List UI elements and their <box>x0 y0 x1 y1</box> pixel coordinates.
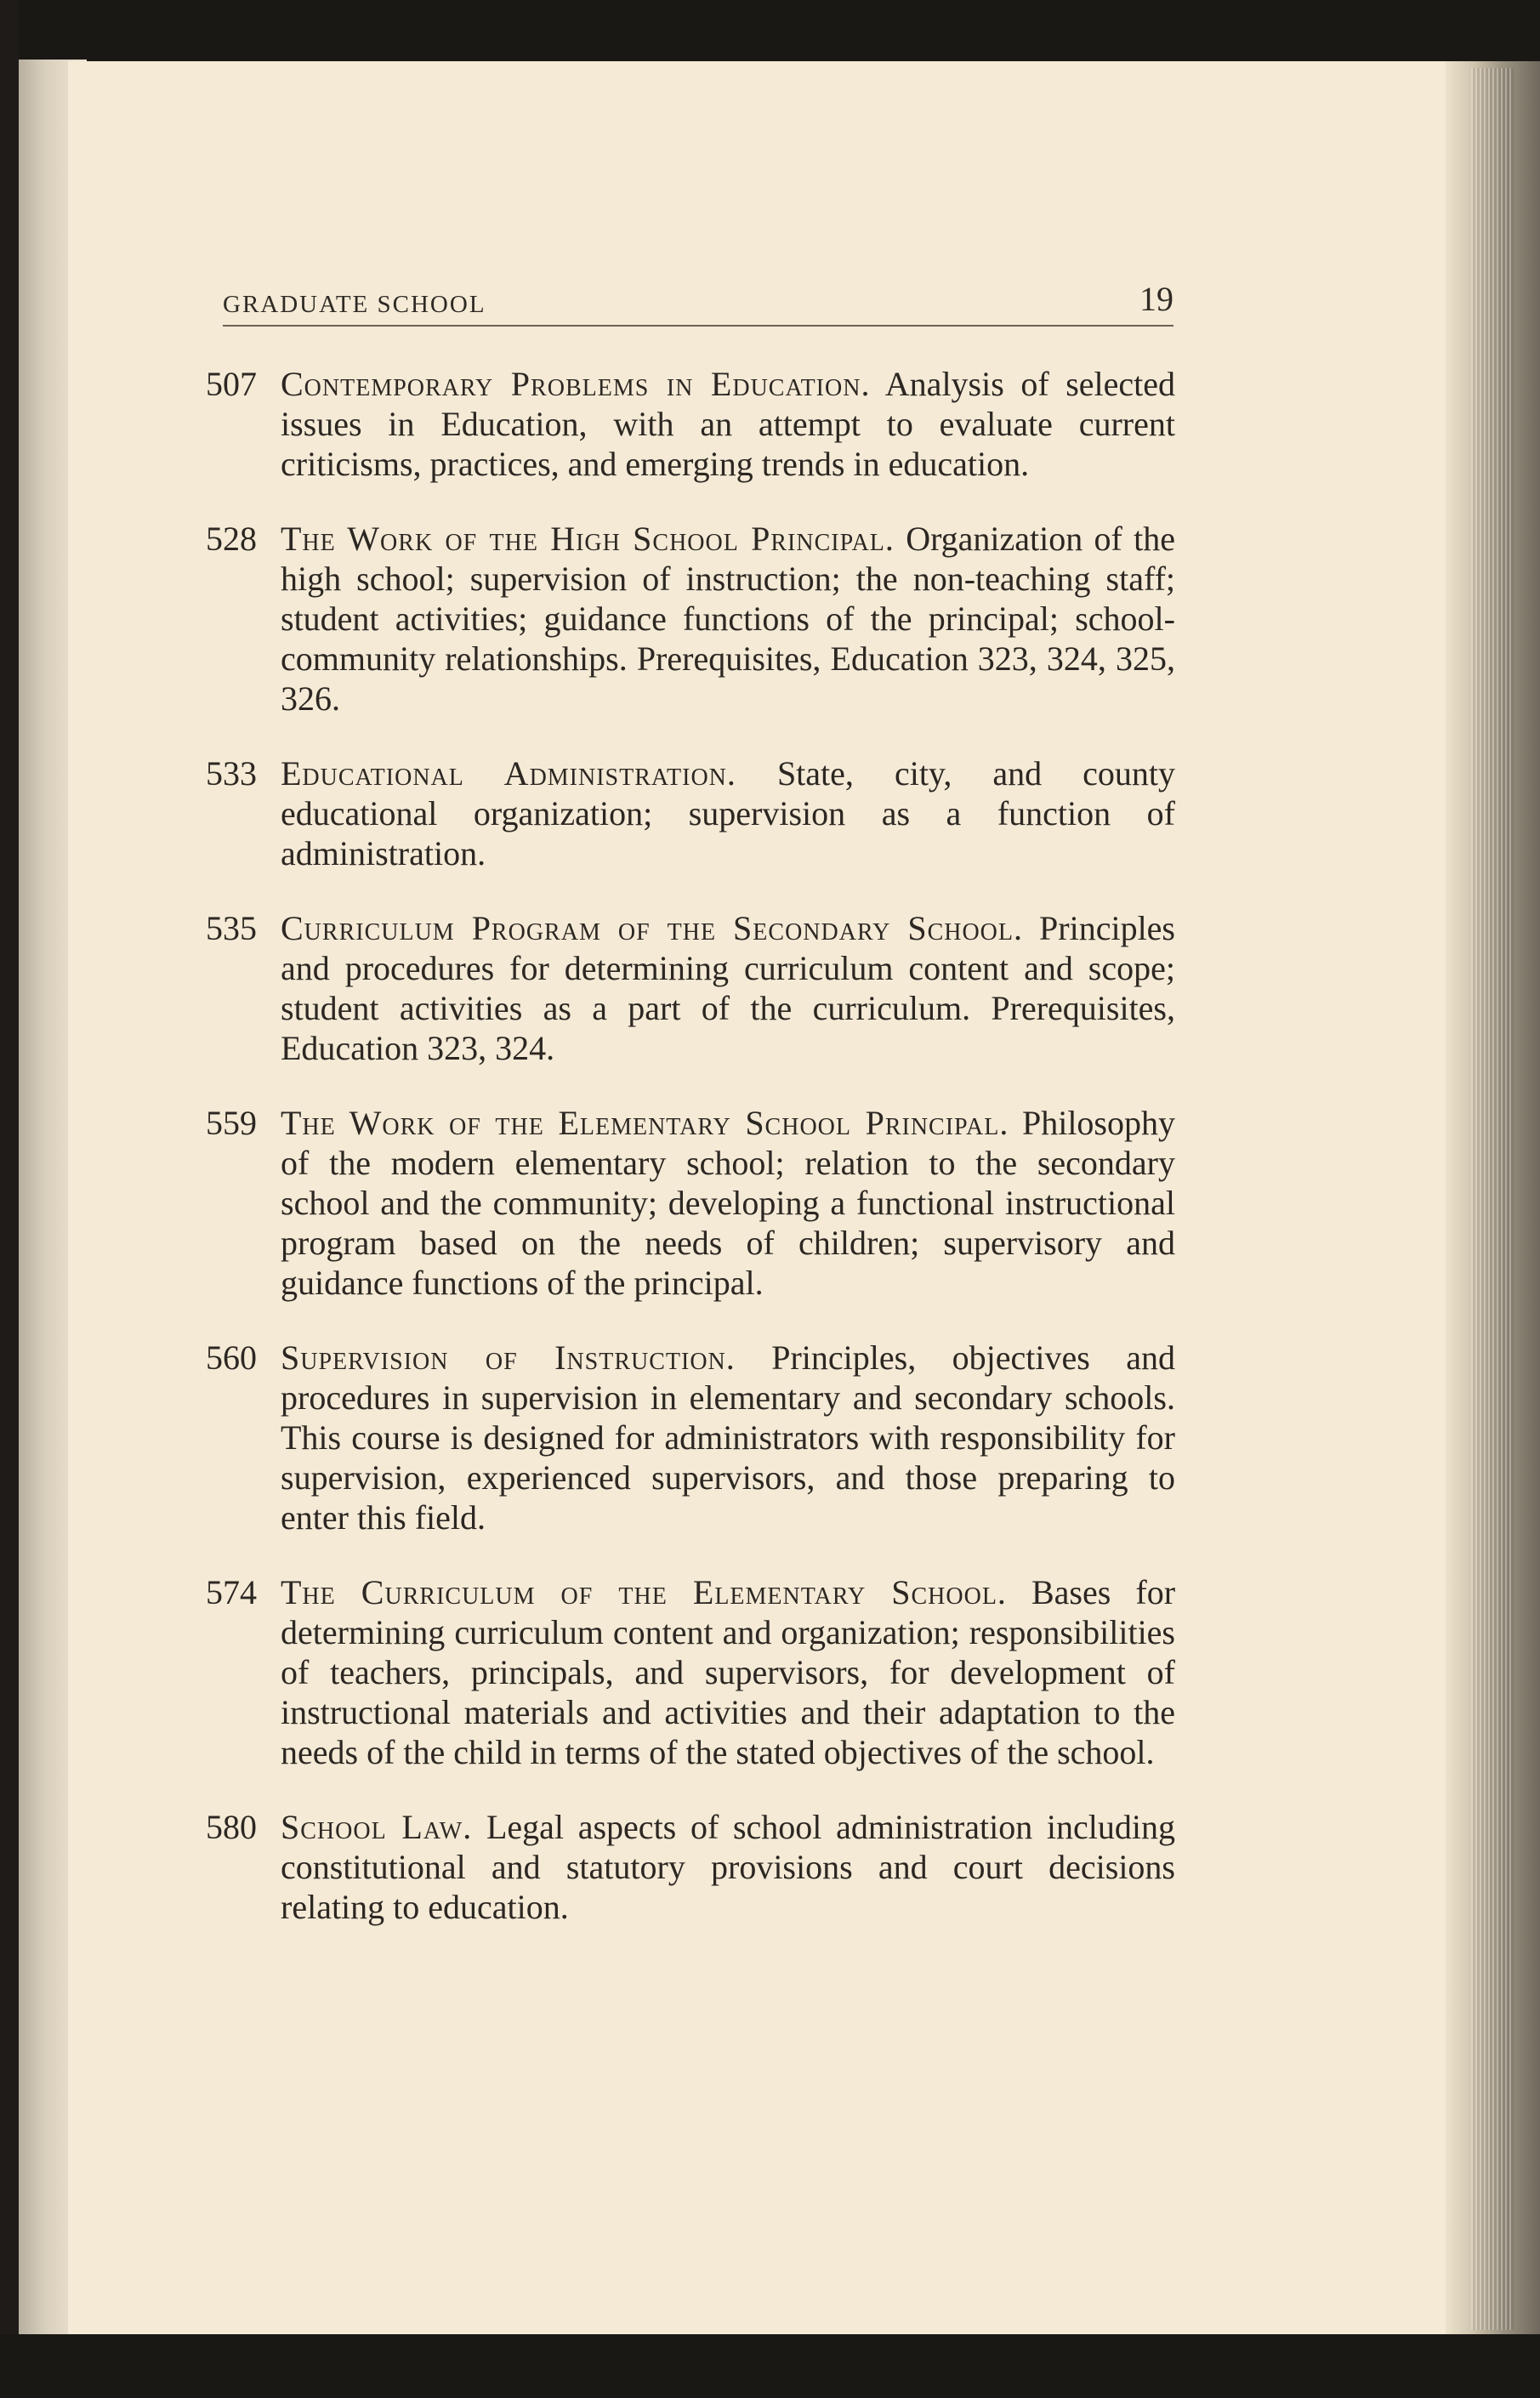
scan-border-left <box>0 0 19 2398</box>
course-title: Contemporary Problems in Education. <box>281 365 871 403</box>
running-head <box>223 279 1173 327</box>
course-number: 535 <box>206 909 257 947</box>
course-title: The Work of the High School Principal. <box>281 520 895 558</box>
course-description: Principles, objectives and procedures in supervision in elementary and secondary schools. This course is designed for administrators with responsibility for supervision, experienced supervisors, and those preparing to enter this field. <box>281 1338 1175 1537</box>
course-body <box>281 1103 1175 1303</box>
course-entry <box>206 1338 1175 1537</box>
course-title: School Law. <box>281 1808 473 1846</box>
course-title: The Curriculum of the Elementary School. <box>281 1573 1007 1611</box>
course-number: 507 <box>206 365 257 403</box>
course-entry <box>206 364 1175 484</box>
course-description: Analysis of selected issues in Education, with an attempt to evaluate current criticisms, practices, and emerging trends in education. <box>281 365 1175 483</box>
course-entry <box>206 753 1175 873</box>
course-description: Legal aspects of school administration including constitutional and statutory provisions and court decisions relating to education. <box>281 1808 1176 1926</box>
course-number: 574 <box>206 1573 257 1611</box>
page-number: 19 <box>1139 280 1173 318</box>
running-title: GRADUATE SCHOOL <box>223 291 486 318</box>
course-title: The Work of the Elementary School Principal. <box>281 1104 1009 1142</box>
course-entry <box>206 1572 1175 1772</box>
course-entry <box>206 1103 1175 1303</box>
header-rule <box>223 325 1173 327</box>
course-number: 560 <box>206 1338 257 1377</box>
course-number: 580 <box>206 1808 257 1846</box>
course-body <box>281 1807 1175 1927</box>
course-description: Philosophy of the modern elementary school; relation to the secondary school and the community; developing a functional instructional program based on the needs of children; supervisory and guidance functions of the principal. <box>281 1104 1175 1302</box>
course-number: 533 <box>206 754 257 793</box>
scan-border-bottom <box>0 2334 1540 2398</box>
course-body <box>281 1572 1175 1772</box>
course-description: State, city, and county educational organization; supervision as a function of administration. <box>281 754 1176 872</box>
course-number: 528 <box>206 520 257 558</box>
page-stack-edges <box>1471 68 1514 2330</box>
course-description: Organization of the high school; supervision of instruction; the non-teaching staff; student activities; guidance functions of the principal; school-community relationships. Prerequisites, Education 323, 324, 325, 326. <box>281 520 1176 718</box>
course-number: 559 <box>206 1104 257 1142</box>
course-title: Educational Administration. <box>281 754 736 793</box>
course-entry <box>206 1807 1175 1927</box>
course-description: Principles and procedures for determining curriculum content and scope; student activities as a part of the curriculum. Prerequisites, Education 323, 324. <box>281 909 1175 1067</box>
course-body <box>281 753 1175 873</box>
scan-border-top <box>0 0 1540 64</box>
course-title: Curriculum Program of the Secondary School. <box>281 909 1024 947</box>
course-title: Supervision of Instruction. <box>281 1338 736 1377</box>
course-entry <box>206 908 1175 1068</box>
course-body <box>281 1338 1175 1537</box>
course-description: Bases for determining curriculum content and organization; responsibilities of teachers, principals, and supervisors, for development of instructional materials and activities and their adaptation to the needs of the child in terms of the stated objectives of the school. <box>281 1573 1176 1771</box>
course-body <box>281 364 1175 484</box>
course-body <box>281 908 1175 1068</box>
course-body <box>281 519 1175 719</box>
course-entry <box>206 519 1175 719</box>
course-list <box>206 364 1175 1962</box>
